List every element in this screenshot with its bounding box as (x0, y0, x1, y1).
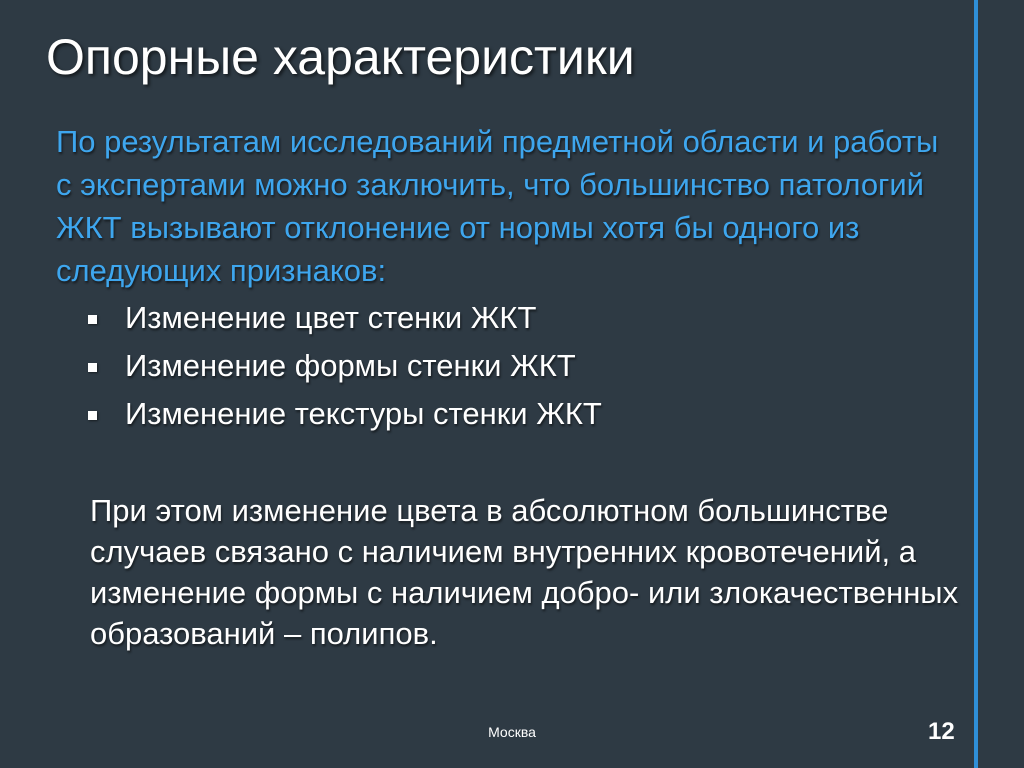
accent-stripe (974, 0, 978, 768)
bullet-text: Изменение текстуры стенки ЖКТ (125, 396, 602, 431)
bullet-item (88, 294, 948, 342)
square-bullet-icon (88, 411, 97, 420)
bullet-text: Изменение цвет стенки ЖКТ (125, 300, 537, 335)
bullet-item (88, 390, 948, 438)
bullet-list (88, 294, 948, 438)
square-bullet-icon (88, 315, 97, 324)
bullet-item (88, 342, 948, 390)
bullet-text: Изменение формы стенки ЖКТ (125, 348, 576, 383)
page-number: 12 (928, 718, 955, 745)
conclusion-paragraph: При этом изменение цвета в абсолютном большинстве случаев связано с наличием внутренних кровотечений, а изменение формы с наличием добро- или злокачественных образований – полипов. (90, 493, 959, 651)
footer-location: Москва (488, 724, 536, 740)
intro-paragraph: По результатам исследований предметной области и работы с экспертами можно заключить, что большинство патологий ЖКТ вызывают отклонение от нормы хотя бы одного из следующих признаков: (56, 124, 939, 288)
slide-title: Опорные характеристики (46, 29, 635, 85)
square-bullet-icon (88, 363, 97, 372)
